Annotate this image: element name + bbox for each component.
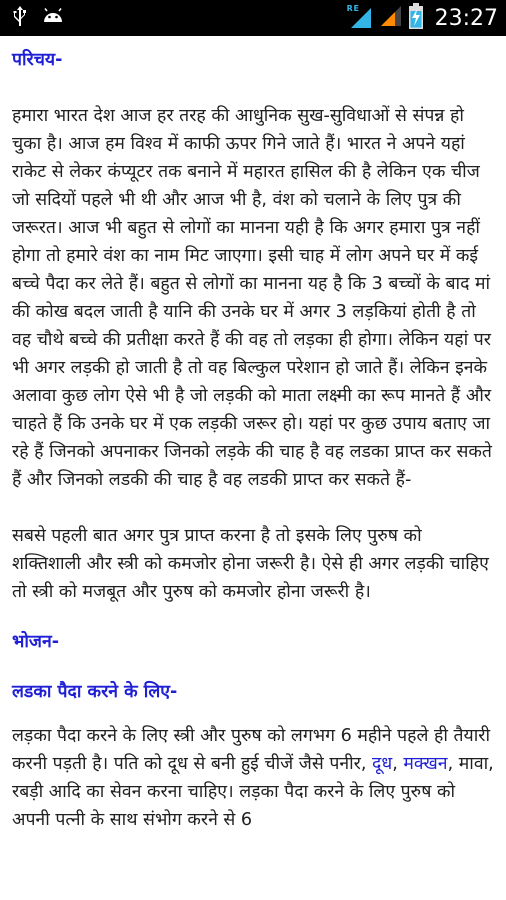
strength-paragraph: सबसे पहली बात अगर पुत्र प्राप्त करना है तो इसके लिए पुरुष को शक्तिशाली और स्त्री को कमजोर होना जरूरी है। ऐसे ही अगर लड़की चाहिए तो स्त्री को मजबूत और पुरुष को कमजोर होना जरूरी है। <box>12 526 489 602</box>
signal-icon <box>379 4 403 32</box>
diet-text-start: लड़का पैदा करने के लिए स्त्री और पुरुष को लगभग 6 महीने पहले ही तैयारी करनी पड़ती है। पति को दूध से बनी हुई चीजें जैसे पनीर, <box>12 726 491 774</box>
signal-icon <box>347 6 373 30</box>
status-bar <box>0 0 506 36</box>
intro-paragraph: हमारा भारत देश आज हर तरह की आधुनिक सुख-सुविधाओं से संपन्न हो चुका है। आज हम विश्व में काफी ऊपर गिने जाते हैं। भारत ने अपने यहां राकेट से लेकर कंप्यूटर तक बनाने में महारत हासिल की है लेकिन एक चीज जो सदियों पहले भी थी और आज भी है, वंश को चलाने के लिए पुत्र की जरूरत। आज भी बहुत से लोगों का मानना यही है कि अगर हमारा पुत्र नहीं होगा तो हमारे वंश का नाम मिट जाएगा। इसी चाह में लोग अपने घर में कई बच्चे पैदा कर लेते हैं। बहुत से लोगों का मानना यह है कि 3 बच्चों के बाद मां की कोख बदल जाती है यानि की उनके घर में अगर 3 लड़कियां होती है तो वह चौथे बच्चे की प्रतीक्षा करते हैं की वह तो लड़का ही होगा। लेकिन यहां पर भी अगर लड़की हो जाती है तो वह बिल्कुल परेशान हो जाते हैं। लेकिन इनके अलावा कुछ लोग ऐसे भी है जो लड़की को माता लक्ष्मी का रूप मानते हैं और चाहते हैं कि उनके घर में एक लड़की जरूर हो। यहां पर कुछ उपाय बताए जा रहे हैं जिनको अपनाकर जिनको लड़के की चाह है वह लडका प्राप्त कर सकते हैं और जिनको लडकी की चाह है वह लडकी प्राप्त कर सकते हैं- <box>12 106 492 490</box>
heading-boy: लडका पैदा करने के लिए- <box>12 682 178 702</box>
heading-intro: परिचय- <box>12 50 63 70</box>
battery-charging-icon <box>409 3 423 33</box>
heading-food: भोजन- <box>12 632 60 652</box>
android-icon <box>42 8 64 28</box>
status-bar-notifications <box>12 6 64 30</box>
comma-separator: , <box>392 754 404 774</box>
status-bar-system <box>347 0 498 36</box>
milk-link[interactable]: दूध <box>372 754 393 774</box>
usb-icon <box>12 5 28 31</box>
clock: 23:27 <box>434 5 498 31</box>
diet-paragraph <box>12 722 494 834</box>
butter-link[interactable]: मक्खन <box>403 754 448 774</box>
diet-text-end: , मावा, रबड़ी आदि का सेवन करना चाहिए। लड़का पैदा करने के लिए पुरुष को अपनी पत्नी के साथ संभोग करने से 6 <box>12 754 494 830</box>
article-content[interactable] <box>0 36 506 900</box>
network-type-label: R E <box>346 4 359 13</box>
